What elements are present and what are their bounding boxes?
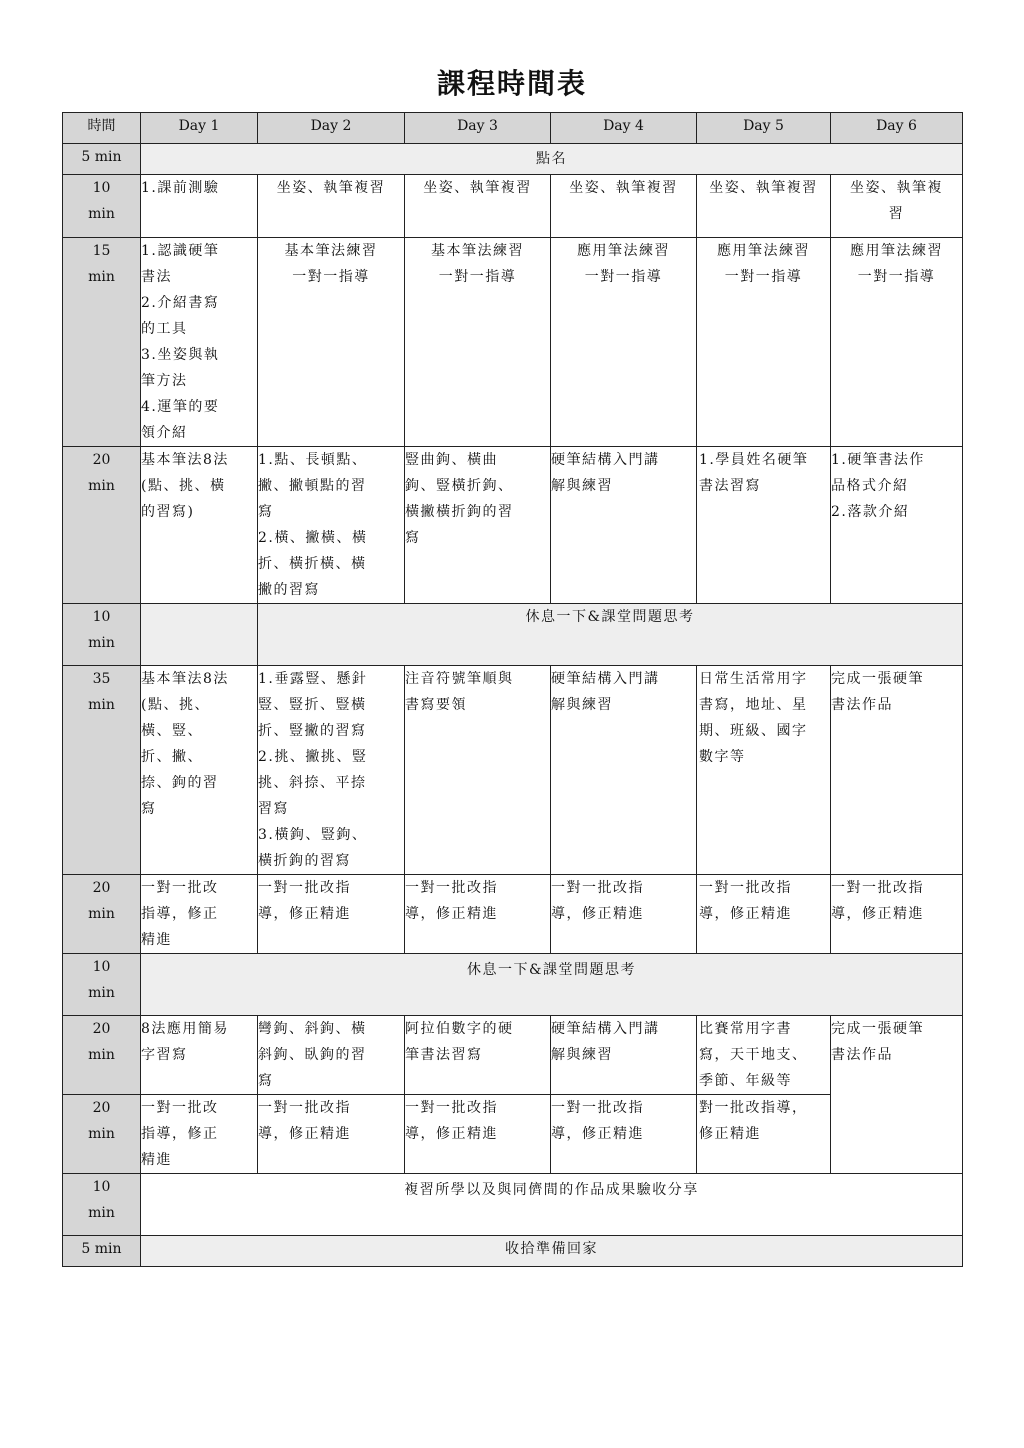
schedule-cell: 一對一批改 指導，修正 精進 (141, 875, 258, 954)
table-row (63, 144, 963, 175)
schedule-cell: 1.認識硬筆 書法 2.介紹書寫 的工具 3.坐姿與執 筆方法 4.運筆的要 領介紹 (141, 238, 258, 447)
schedule-cell: 對一批改指導， 修正精進 (697, 1095, 831, 1174)
schedule-cell: 硬筆結構入門講 解與練習 (551, 447, 697, 604)
page-title: 課程時間表 (436, 67, 587, 100)
schedule-cell: 一對一批改指 導，修正精進 (405, 875, 551, 954)
pack-up-cell: 收拾準備回家 (141, 1236, 963, 1267)
empty-cell (141, 604, 258, 666)
schedule-cell: 硬筆結構入門講 解與練習 (551, 1016, 697, 1095)
review-cell: 複習所學以及與同儕間的作品成果驗收分享 (141, 1174, 963, 1236)
schedule-cell: 完成一張硬筆 書法作品 (831, 666, 963, 875)
time-cell: 15 min (63, 238, 141, 447)
schedule-cell: 1.課前測驗 (141, 175, 258, 238)
table-row (63, 954, 963, 1016)
schedule-cell: 應用筆法練習 一對一指導 (831, 238, 963, 447)
header-day-5: Day 5 (697, 113, 831, 144)
schedule-cell: 一對一批改指 導，修正精進 (551, 1095, 697, 1174)
break-cell: 休息一下&課堂問題思考 (258, 604, 963, 666)
header-day-1: Day 1 (141, 113, 258, 144)
schedule-cell: 基本筆法練習 一對一指導 (258, 238, 405, 447)
schedule-cell: 阿拉伯數字的硬 筆書法習寫 (405, 1016, 551, 1095)
time-cell: 20 min (63, 1016, 141, 1095)
time-cell: 5 min (63, 1236, 141, 1267)
schedule-cell: 坐姿、執筆複習 (697, 175, 831, 238)
break-cell: 休息一下&課堂問題思考 (141, 954, 963, 1016)
schedule-cell: 注音符號筆順與 書寫要領 (405, 666, 551, 875)
header-day-4: Day 4 (551, 113, 697, 144)
table-row (63, 1016, 963, 1095)
time-cell: 20 min (63, 1095, 141, 1174)
schedule-cell: 1.硬筆書法作 品格式介紹 2.落款介紹 (831, 447, 963, 604)
schedule-cell: 一對一批改指 導，修正精進 (697, 875, 831, 954)
schedule-cell: 日常生活常用字 書寫，地址、星 期、班級、國字 數字等 (697, 666, 831, 875)
time-cell: 10 min (63, 175, 141, 238)
schedule-cell: 坐姿、執筆複習 (551, 175, 697, 238)
schedule-cell: 一對一批改指 導，修正精進 (258, 875, 405, 954)
schedule-cell: 8法應用簡易 字習寫 (141, 1016, 258, 1095)
schedule-cell: 坐姿、執筆複習 (258, 175, 405, 238)
time-cell: 10 min (63, 1174, 141, 1236)
table-row (63, 175, 963, 238)
schedule-cell: 1.點、長頓點、 撇、撇頓點的習 寫 2.橫、撇橫、橫 折、橫折橫、橫 撇的習寫 (258, 447, 405, 604)
header-time: 時間 (63, 113, 141, 144)
table-row (63, 238, 963, 447)
time-cell: 10 min (63, 954, 141, 1016)
schedule-cell: 一對一批改指 導，修正精進 (551, 875, 697, 954)
schedule-cell: 完成一張硬筆 書法作品 (831, 1016, 963, 1174)
table-row (63, 447, 963, 604)
schedule-cell: 基本筆法練習 一對一指導 (405, 238, 551, 447)
table-row (63, 1174, 963, 1236)
schedule-cell: 坐姿、執筆複習 (405, 175, 551, 238)
time-cell: 5 min (63, 144, 141, 175)
header-day-2: Day 2 (258, 113, 405, 144)
schedule-cell: 彎鉤、斜鉤、橫 斜鉤、臥鉤的習 寫 (258, 1016, 405, 1095)
schedule-cell: 豎曲鉤、橫曲 鉤、豎橫折鉤、 橫撇橫折鉤的習 寫 (405, 447, 551, 604)
schedule-cell: 1.學員姓名硬筆 書法習寫 (697, 447, 831, 604)
schedule-cell: 應用筆法練習 一對一指導 (697, 238, 831, 447)
roll-call-cell: 點名 (141, 144, 963, 175)
time-cell: 20 min (63, 447, 141, 604)
table-row (63, 1236, 963, 1267)
table-row (63, 875, 963, 954)
table-row (63, 666, 963, 875)
schedule-cell: 一對一批改指 導，修正精進 (831, 875, 963, 954)
schedule-cell: 一對一批改指 導，修正精進 (405, 1095, 551, 1174)
header-day-6: Day 6 (831, 113, 963, 144)
schedule-cell: 基本筆法8法 (點、挑、橫 的習寫) (141, 447, 258, 604)
schedule-table (62, 112, 963, 1267)
time-cell: 20 min (63, 875, 141, 954)
time-cell: 10 min (63, 604, 141, 666)
time-cell: 35 min (63, 666, 141, 875)
table-row (63, 604, 963, 666)
schedule-cell: 應用筆法練習 一對一指導 (551, 238, 697, 447)
schedule-cell: 比賽常用字書 寫，天干地支、 季節、年級等 (697, 1016, 831, 1095)
header-day-3: Day 3 (405, 113, 551, 144)
schedule-cell: 一對一批改 指導，修正 精進 (141, 1095, 258, 1174)
schedule-cell: 一對一批改指 導，修正精進 (258, 1095, 405, 1174)
schedule-cell: 坐姿、執筆複 習 (831, 175, 963, 238)
schedule-cell: 1.垂露豎、懸針 豎、豎折、豎橫 折、豎撇的習寫 2.挑、撇挑、豎 挑、斜捺、平捺 習寫 3.橫鉤、豎鉤、 橫折鉤的習寫 (258, 666, 405, 875)
header-row (63, 113, 963, 144)
table-row (63, 1095, 963, 1174)
schedule-cell: 硬筆結構入門講 解與練習 (551, 666, 697, 875)
schedule-cell: 基本筆法8法 (點、挑、 橫、豎、 折、撇、 捺、鉤的習 寫 (141, 666, 258, 875)
